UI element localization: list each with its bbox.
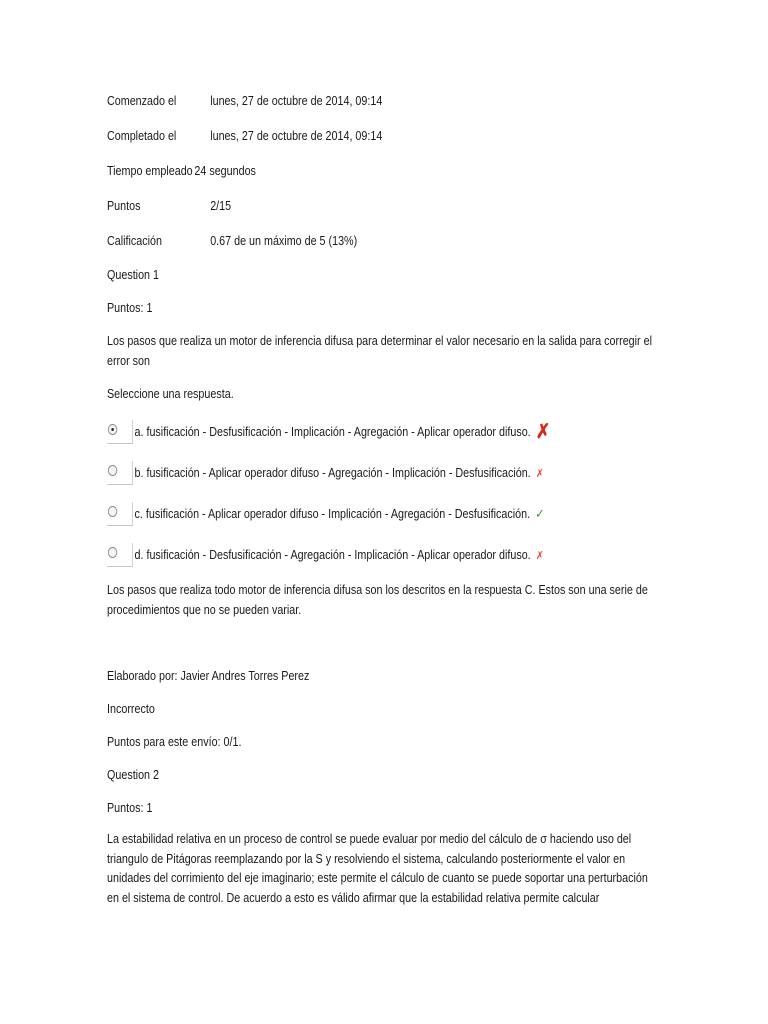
question2-title: Question 2 [107, 768, 160, 782]
completed-value: lunes, 27 de octubre de 2014, 09:14 [210, 129, 383, 143]
radio-button-icon[interactable] [108, 547, 117, 558]
started-label: Comenzado el [107, 94, 177, 108]
radio-button-c[interactable] [107, 502, 133, 526]
summary-time [107, 163, 256, 179]
check-icon: ✓ [535, 506, 545, 521]
answer-option-d-label: d. fusificación - Desfusificación - Agregación - Implicación - Aplicar operador difuso. [134, 548, 531, 562]
question1-text: Los pasos que realiza un motor de inferencia difusa para determinar el valor necesario en la salida para corregir el error son [107, 334, 652, 368]
question1-author: Elaborado por: Javier Andres Torres Perez [107, 669, 310, 683]
question1-result: Incorrecto [107, 702, 155, 716]
time-label: Tiempo empleado [107, 164, 193, 178]
answer-option-d[interactable] [107, 543, 544, 567]
radio-button-b[interactable] [107, 461, 133, 485]
answer-option-a[interactable] [107, 420, 550, 444]
cross-icon: ✗ [535, 550, 544, 562]
radio-button-d[interactable] [107, 543, 133, 567]
summary-grade [107, 233, 357, 249]
question1-title: Question 1 [107, 268, 160, 282]
points-label: Puntos [107, 199, 141, 213]
grade-label: Calificación [107, 234, 162, 248]
answer-option-c-label: c. fusificación - Aplicar operador difuso - Implicación - Agregación - Desfusificación. [134, 507, 531, 521]
question1-points: Puntos: 1 [107, 301, 153, 315]
points-value: 2/15 [210, 199, 232, 213]
radio-button-icon[interactable] [108, 506, 117, 517]
question1-score: Puntos para este envío: 0/1. [107, 735, 242, 749]
question2-points: Puntos: 1 [107, 801, 153, 815]
completed-label: Completado el [107, 129, 177, 143]
grade-value: 0.67 de un máximo de 5 (13%) [210, 234, 358, 248]
radio-button-icon[interactable] [108, 424, 117, 435]
started-value: lunes, 27 de octubre de 2014, 09:14 [210, 94, 383, 108]
summary-started [107, 93, 382, 109]
answer-option-b-label: b. fusificación - Aplicar operador difuso - Agregación - Implicación - Desfusificación. [134, 466, 531, 480]
radio-button-a[interactable] [107, 420, 133, 444]
answer-option-c[interactable] [107, 502, 545, 526]
cross-icon: ✗ [535, 421, 551, 443]
question1-feedback: Los pasos que realiza todo motor de inferencia difusa son los descritos en la respuesta C. Estos son una serie de procedimientos que no se pueden variar. [107, 583, 648, 617]
summary-completed [107, 128, 382, 144]
answer-option-a-label: a. fusificación - Desfusificación - Implicación - Agregación - Aplicar operador difuso. [134, 425, 531, 439]
radio-button-icon[interactable] [108, 465, 117, 476]
answer-option-b[interactable] [107, 461, 544, 485]
summary-points [107, 198, 231, 214]
question2-text: La estabilidad relativa en un proceso de control se puede evaluar por medio del cálculo de σ haciendo uso del triangulo de Pitágoras reemplazando por la S y resolviendo el sistema, calculando posteriormente el valor en unidades del corrimiento del eje imaginario; este permite el cálculo de cuanto se puede soportar una perturbación en el sistema de control. De acuerdo a esto es válido afirmar que la estabilidad relativa permite calcular [107, 832, 648, 905]
cross-icon: ✗ [535, 468, 544, 480]
time-value: 24 segundos [194, 164, 256, 178]
question1-instruction: Seleccione una respuesta. [107, 387, 234, 401]
